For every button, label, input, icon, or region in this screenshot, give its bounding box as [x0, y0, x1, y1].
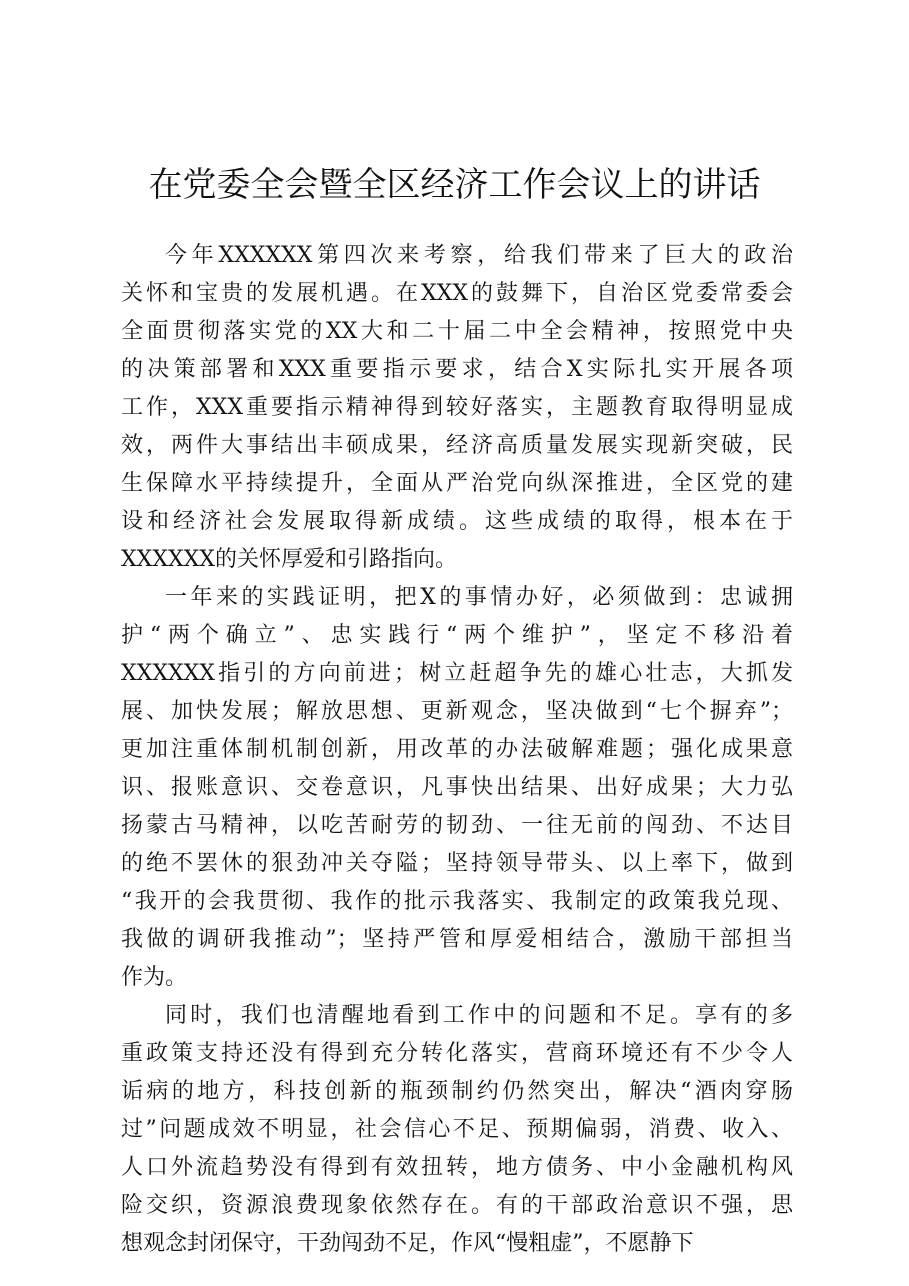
paragraph-line: 今年XXXXXX第四次来考察，给我们带来了巨大的政治	[165, 243, 793, 268]
paragraph-line: 一年来的实践证明，把X的事情办好，必须做到：忠诚拥	[165, 585, 793, 610]
paragraph-line: 我做的调研我推动”；坚持严管和厚爱相结合，激励干部担当	[121, 927, 793, 952]
paragraph-line: 生保障水平持续提升，全面从严治党向纵深推进，全区党的建	[121, 471, 793, 496]
paragraph-line: 展、加快发展；解放思想、更新观念，坚决做到“七个摒弃”；	[121, 699, 793, 724]
paragraph-line: 识、报账意识、交卷意识，凡事快出结果、出好成果；大力弘	[121, 775, 793, 800]
paragraph-line: 险交织，资源浪费现象依然存在。有的干部政治意识不强，思	[121, 1193, 793, 1218]
paragraph-line: 的绝不罢休的狠劲冲关夺隘；坚持领导带头、以上率下，做到	[121, 851, 793, 876]
paragraph-line: 效，两件大事结出丰硕成果，经济高质量发展实现新突破，民	[121, 433, 793, 458]
paragraph-line: 重政策支持还没有得到充分转化落实，营商环境还有不少令人	[121, 1041, 793, 1066]
paragraph-line: 想观念封闭保守，干劲闯劲不足，作风“慢粗虚”，不愿静下	[121, 1231, 694, 1256]
document-body	[121, 237, 793, 1263]
paragraph	[121, 997, 793, 1263]
paragraph-line: 诟病的地方，科技创新的瓶颈制约仍然突出，解决“酒肉穿肠	[121, 1079, 793, 1104]
paragraph-line: XXXXXX指引的方向前进；树立赶超争先的雄心壮志，大抓发	[121, 661, 793, 686]
paragraph-line: 关怀和宝贵的发展机遇。在XXX的鼓舞下，自治区党委常委会	[121, 281, 793, 306]
paragraph-line: 护“两个确立”、忠实践行“两个维护”，坚定不移沿着	[121, 623, 793, 648]
paragraph-line: XXXXXX的关怀厚爱和引路指向。	[121, 547, 457, 572]
paragraph-line: 的决策部署和XXX重要指示要求，结合X实际扎实开展各项	[121, 357, 793, 382]
document-title: 在党委全会暨全区经济工作会议上的讲话	[148, 165, 761, 205]
paragraph	[121, 237, 793, 579]
paragraph-line: 作为。	[121, 965, 188, 990]
paragraph-line: 同时，我们也清醒地看到工作中的问题和不足。享有的多	[165, 1003, 793, 1028]
paragraph-line: 更加注重体制机制创新，用改革的办法破解难题；强化成果意	[121, 737, 793, 762]
paragraph-line: 扬蒙古马精神，以吃苦耐劳的韧劲、一往无前的闯劲、不达目	[121, 813, 793, 838]
paragraph	[121, 579, 793, 997]
paragraph-line: 设和经济社会发展取得新成绩。这些成绩的取得，根本在于	[121, 509, 793, 534]
paragraph-line: 过”问题成效不明显，社会信心不足、预期偏弱，消费、收入、	[121, 1117, 793, 1142]
paragraph-line: 人口外流趋势没有得到有效扭转，地方债务、中小金融机构风	[121, 1155, 793, 1180]
paragraph-line: “我开的会我贯彻、我作的批示我落实、我制定的政策我兑现、	[121, 889, 793, 914]
paragraph-line: 工作，XXX重要指示精神得到较好落实，主题教育取得明显成	[121, 395, 793, 420]
paragraph-line: 全面贯彻落实党的XX大和二十届二中全会精神，按照党中央	[121, 319, 793, 344]
